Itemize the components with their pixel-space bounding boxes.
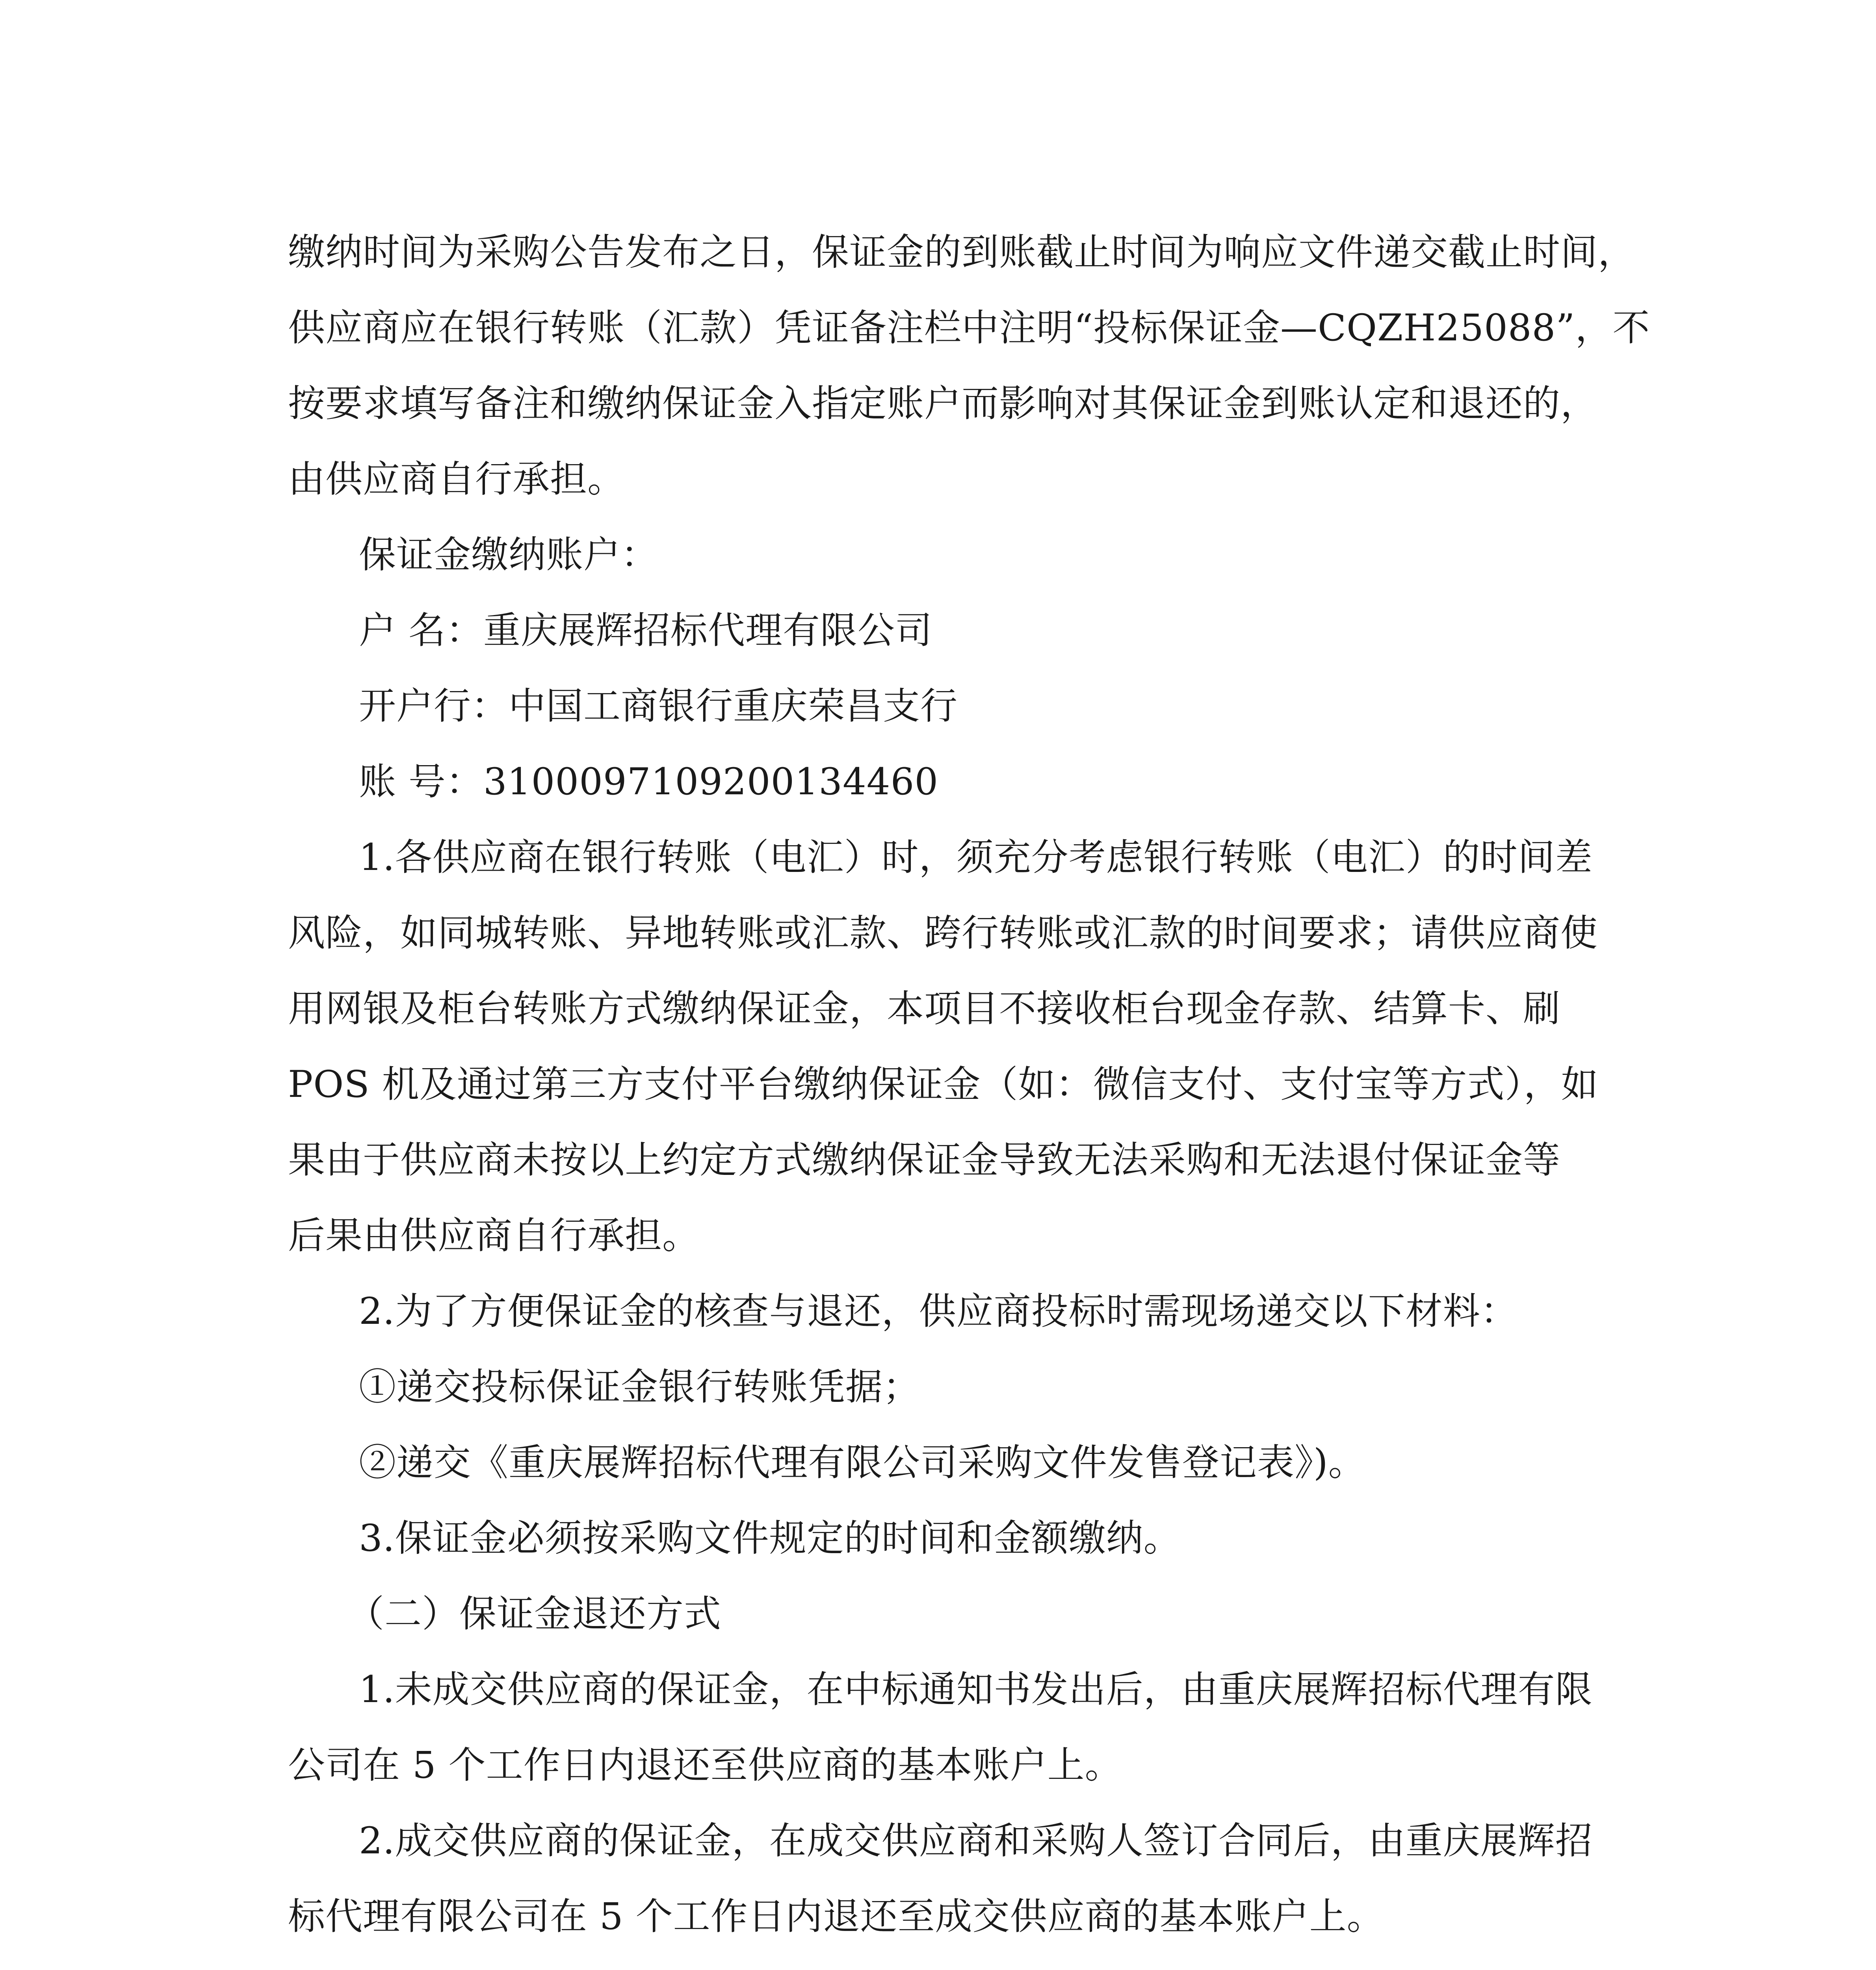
list-item: ②递交《重庆展辉招标代理有限公司采购文件发售登记表》)。 — [359, 1441, 1366, 1484]
text-line: 公司在 5 个工作日内退还至供应商的基本账户上。 — [288, 1744, 1122, 1787]
section-heading: （二）保证金退还方式 — [347, 1593, 722, 1635]
text-line: 3.保证金必须按采购文件规定的时间和金额缴纳。 — [359, 1517, 1181, 1560]
document-body — [288, 215, 1650, 1970]
bank-name-line: 开户行：中国工商银行重庆荣昌支行 — [359, 685, 958, 728]
text-line: 风险，如同城转账、异地转账或汇款、跨行转账或汇款的时间要求；请供应商使 — [288, 912, 1598, 955]
text-line: 2.为了方便保证金的核查与退还，供应商投标时需现场递交以下材料： — [359, 1290, 1518, 1333]
text-line: 供应商应在银行转账（汇款）凭证备注栏中注明“投标保证金—CQZH25088”，不 — [288, 307, 1650, 349]
account-number-line: 账 号：3100097109200134460 — [359, 760, 939, 803]
list-item: ①递交投标保证金银行转账凭据； — [359, 1366, 921, 1409]
text-line: 用网银及柜台转账方式缴纳保证金，本项目不接收柜台现金存款、结算卡、刷 — [288, 987, 1561, 1030]
text-line: 标代理有限公司在 5 个工作日内退还至成交供应商的基本账户上。 — [288, 1895, 1384, 1938]
text-line: 果由于供应商未按以上约定方式缴纳保证金导致无法采购和无法退付保证金等 — [288, 1139, 1561, 1182]
text-line: 由供应商自行承担。 — [288, 458, 625, 501]
text-line: 后果由供应商自行承担。 — [288, 1214, 700, 1257]
text-line: 1.各供应商在银行转账（电汇）时，须充分考虑银行转账（电汇）的时间差 — [359, 836, 1593, 879]
text-line: 按要求填写备注和缴纳保证金入指定账户而影响对其保证金到账认定和退还的， — [288, 382, 1598, 425]
text-line: 1.未成交供应商的保证金，在中标通知书发出后，由重庆展辉招标代理有限 — [359, 1668, 1593, 1711]
text-line — [288, 1955, 1647, 1970]
text-line: 缴纳时间为采购公告发布之日，保证金的到账截止时间为响应文件递交截止时间， — [288, 231, 1636, 274]
text-line: 2.成交供应商的保证金，在成交供应商和采购人签订合同后，由重庆展辉招 — [359, 1819, 1593, 1862]
deposit-account-heading: 保证金缴纳账户： — [359, 533, 659, 576]
account-name-line: 户 名：重庆展辉招标代理有限公司 — [359, 609, 932, 652]
text-line: POS 机及通过第三方支付平台缴纳保证金（如：微信支付、支付宝等方式），如 — [288, 1063, 1599, 1106]
